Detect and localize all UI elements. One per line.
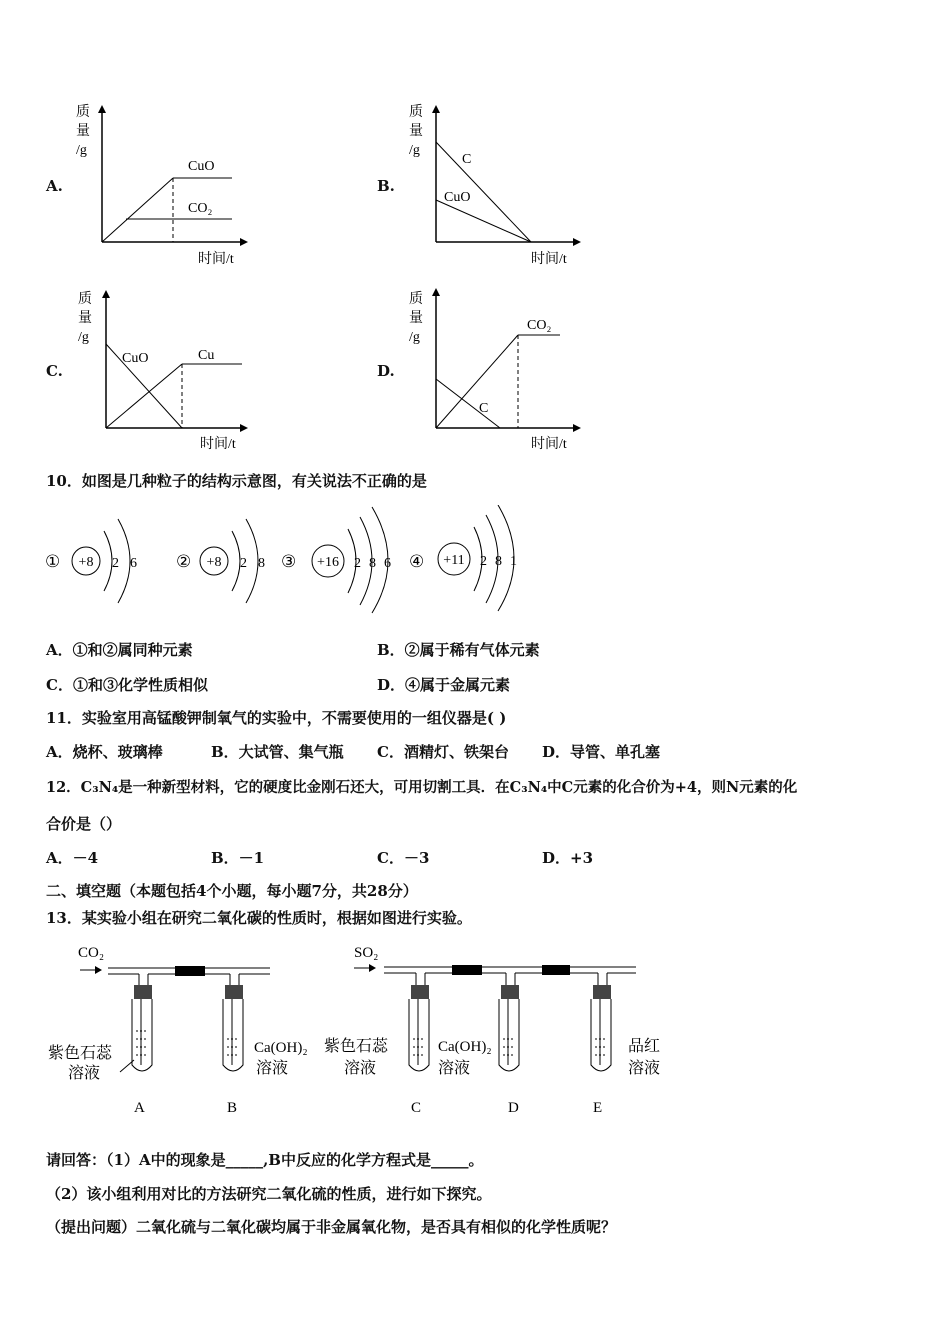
svg-text:A: A [134,1100,145,1116]
svg-text:1: 1 [510,554,517,569]
graph-c [70,282,270,457]
q11-option-c[interactable]: C．酒精灯、铁架台 [377,743,509,761]
series-line-c [436,379,500,428]
svg-text:Ca(OH)₂: Ca(OH)₂ [254,1040,308,1056]
q12-stem-line1: 12．C₃N₄是一种新型材料，它的硬度比金刚石还大，可用切割工具．在C₃N₄中C元素的化合价为+4，则N元素的化 [46,779,798,796]
svg-text:Cu: Cu [198,348,215,363]
graph-c-letter: C. [46,362,63,380]
svg-text:④: ④ [409,552,425,571]
q10-option-a[interactable]: A．①和②属同种元素 [46,641,193,659]
series-line-co2 [436,335,518,428]
svg-text:/g: /g [409,143,420,158]
svg-text:质: 质 [409,105,423,120]
q11-option-d[interactable]: D．导管、单孔塞 [542,743,661,761]
series-line-cu [106,364,182,428]
svg-text:Ca(OH)₂: Ca(OH)₂ [438,1039,492,1055]
series-line-cuo [102,178,173,242]
gas-label-co2: CO₂ [78,945,105,961]
section-heading: 二、填空题（本题包括4个小题，每小题7分，共28分） [46,882,418,900]
svg-text:溶液: 溶液 [68,1065,101,1082]
gas-apparatus-diagram [40,935,680,1120]
graph-d [403,282,603,457]
svg-text:E: E [593,1100,603,1116]
atom-structure-diagrams [40,505,600,615]
q12-option-b[interactable]: B．－1 [211,849,265,867]
q12-option-a[interactable]: A．－4 [46,849,99,867]
series-label-co2: CO₂ [188,201,213,216]
q10-option-b[interactable]: B．②属于稀有气体元素 [377,641,540,659]
svg-text:8: 8 [369,556,376,571]
svg-text:6: 6 [130,556,137,571]
svg-text:D: D [508,1100,519,1116]
q10-stem: 10．如图是几种粒子的结构示意图，有关说法不正确的是 [46,472,427,490]
svg-text:时间/t: 时间/t [200,437,236,452]
graph-d-letter: D. [377,362,395,380]
svg-text:+8: +8 [206,555,222,570]
svg-text:2: 2 [112,556,119,571]
graph-a-letter: A. [46,177,63,195]
svg-text:②: ② [176,552,192,571]
q11-stem: 11．实验室用高锰酸钾制氧气的实验中，不需要使用的一组仪器是( ) [46,709,507,727]
y-label-3: /g [76,143,87,158]
svg-text:溶液: 溶液 [628,1060,661,1077]
svg-text:③: ③ [281,552,297,571]
q13-stem: 13．某实验小组在研究二氧化碳的性质时，根据如图进行实验。 [46,909,472,927]
y-label-2: 量 [76,124,90,139]
q10-option-d[interactable]: D．④属于金属元素 [377,676,511,694]
y-label-1: 质 [76,105,90,120]
svg-text:溶液: 溶液 [344,1060,377,1077]
q13-question: （提出问题）二氧化硫与二氧化碳均属于非金属氧化物，是否具有相似的化学性质呢？ [46,1218,617,1236]
svg-text:2: 2 [354,556,361,571]
gas-label-so2: SO₂ [354,945,379,961]
svg-text:①: ① [45,552,61,571]
svg-text:量: 量 [409,124,423,139]
svg-text:CuO: CuO [122,351,149,366]
svg-text:/g: /g [409,330,420,345]
svg-text:C: C [411,1100,422,1116]
svg-text:8: 8 [495,554,502,569]
svg-text:质: 质 [78,292,92,307]
series-line-cuo [436,200,531,242]
svg-text:+11: +11 [443,553,465,568]
svg-text:CuO: CuO [444,190,471,205]
graph-a [70,95,270,270]
svg-text:2: 2 [240,556,247,571]
svg-text:6: 6 [384,556,391,571]
q10-option-c[interactable]: C．①和③化学性质相似 [46,676,208,694]
svg-text:C: C [479,401,489,416]
svg-text:溶液: 溶液 [438,1060,471,1077]
q11-option-a[interactable]: A．烧杯、玻璃棒 [46,743,163,761]
svg-text:8: 8 [258,556,265,571]
svg-text:溶液: 溶液 [256,1060,289,1077]
q11-option-b[interactable]: B．大试管、集气瓶 [211,743,344,761]
series-label-cuo: CuO [188,159,215,174]
graph-b-letter: B. [377,177,395,195]
svg-text:CO₂: CO₂ [527,318,552,333]
svg-text:+16: +16 [317,555,339,570]
q13-part2: （2）该小组利用对比的方法研究二氧化硫的性质，进行如下探究。 [46,1185,492,1203]
svg-text:紫色石蕊: 紫色石蕊 [48,1045,113,1062]
graph-b [403,95,603,270]
svg-text:时间/t: 时间/t [531,252,567,267]
svg-text:时间/t: 时间/t [531,437,567,452]
svg-text:量: 量 [409,311,423,326]
svg-text:B: B [227,1100,238,1116]
svg-text:品红: 品红 [628,1038,661,1055]
q12-stem-line2: 合价是（） [46,815,122,833]
svg-text:质: 质 [409,292,423,307]
svg-text:2: 2 [480,554,487,569]
q12-option-c[interactable]: C．－3 [377,849,430,867]
svg-text:/g: /g [78,330,89,345]
svg-text:+8: +8 [78,555,94,570]
svg-text:C: C [462,152,472,167]
svg-text:紫色石蕊: 紫色石蕊 [324,1038,389,1055]
q12-option-d[interactable]: D．+3 [542,849,594,867]
q13-answer-line: 请回答：（1）A中的现象是_____,B中反应的化学方程式是_____。 [46,1151,484,1169]
x-label: 时间/t [198,252,234,267]
svg-text:量: 量 [78,311,92,326]
